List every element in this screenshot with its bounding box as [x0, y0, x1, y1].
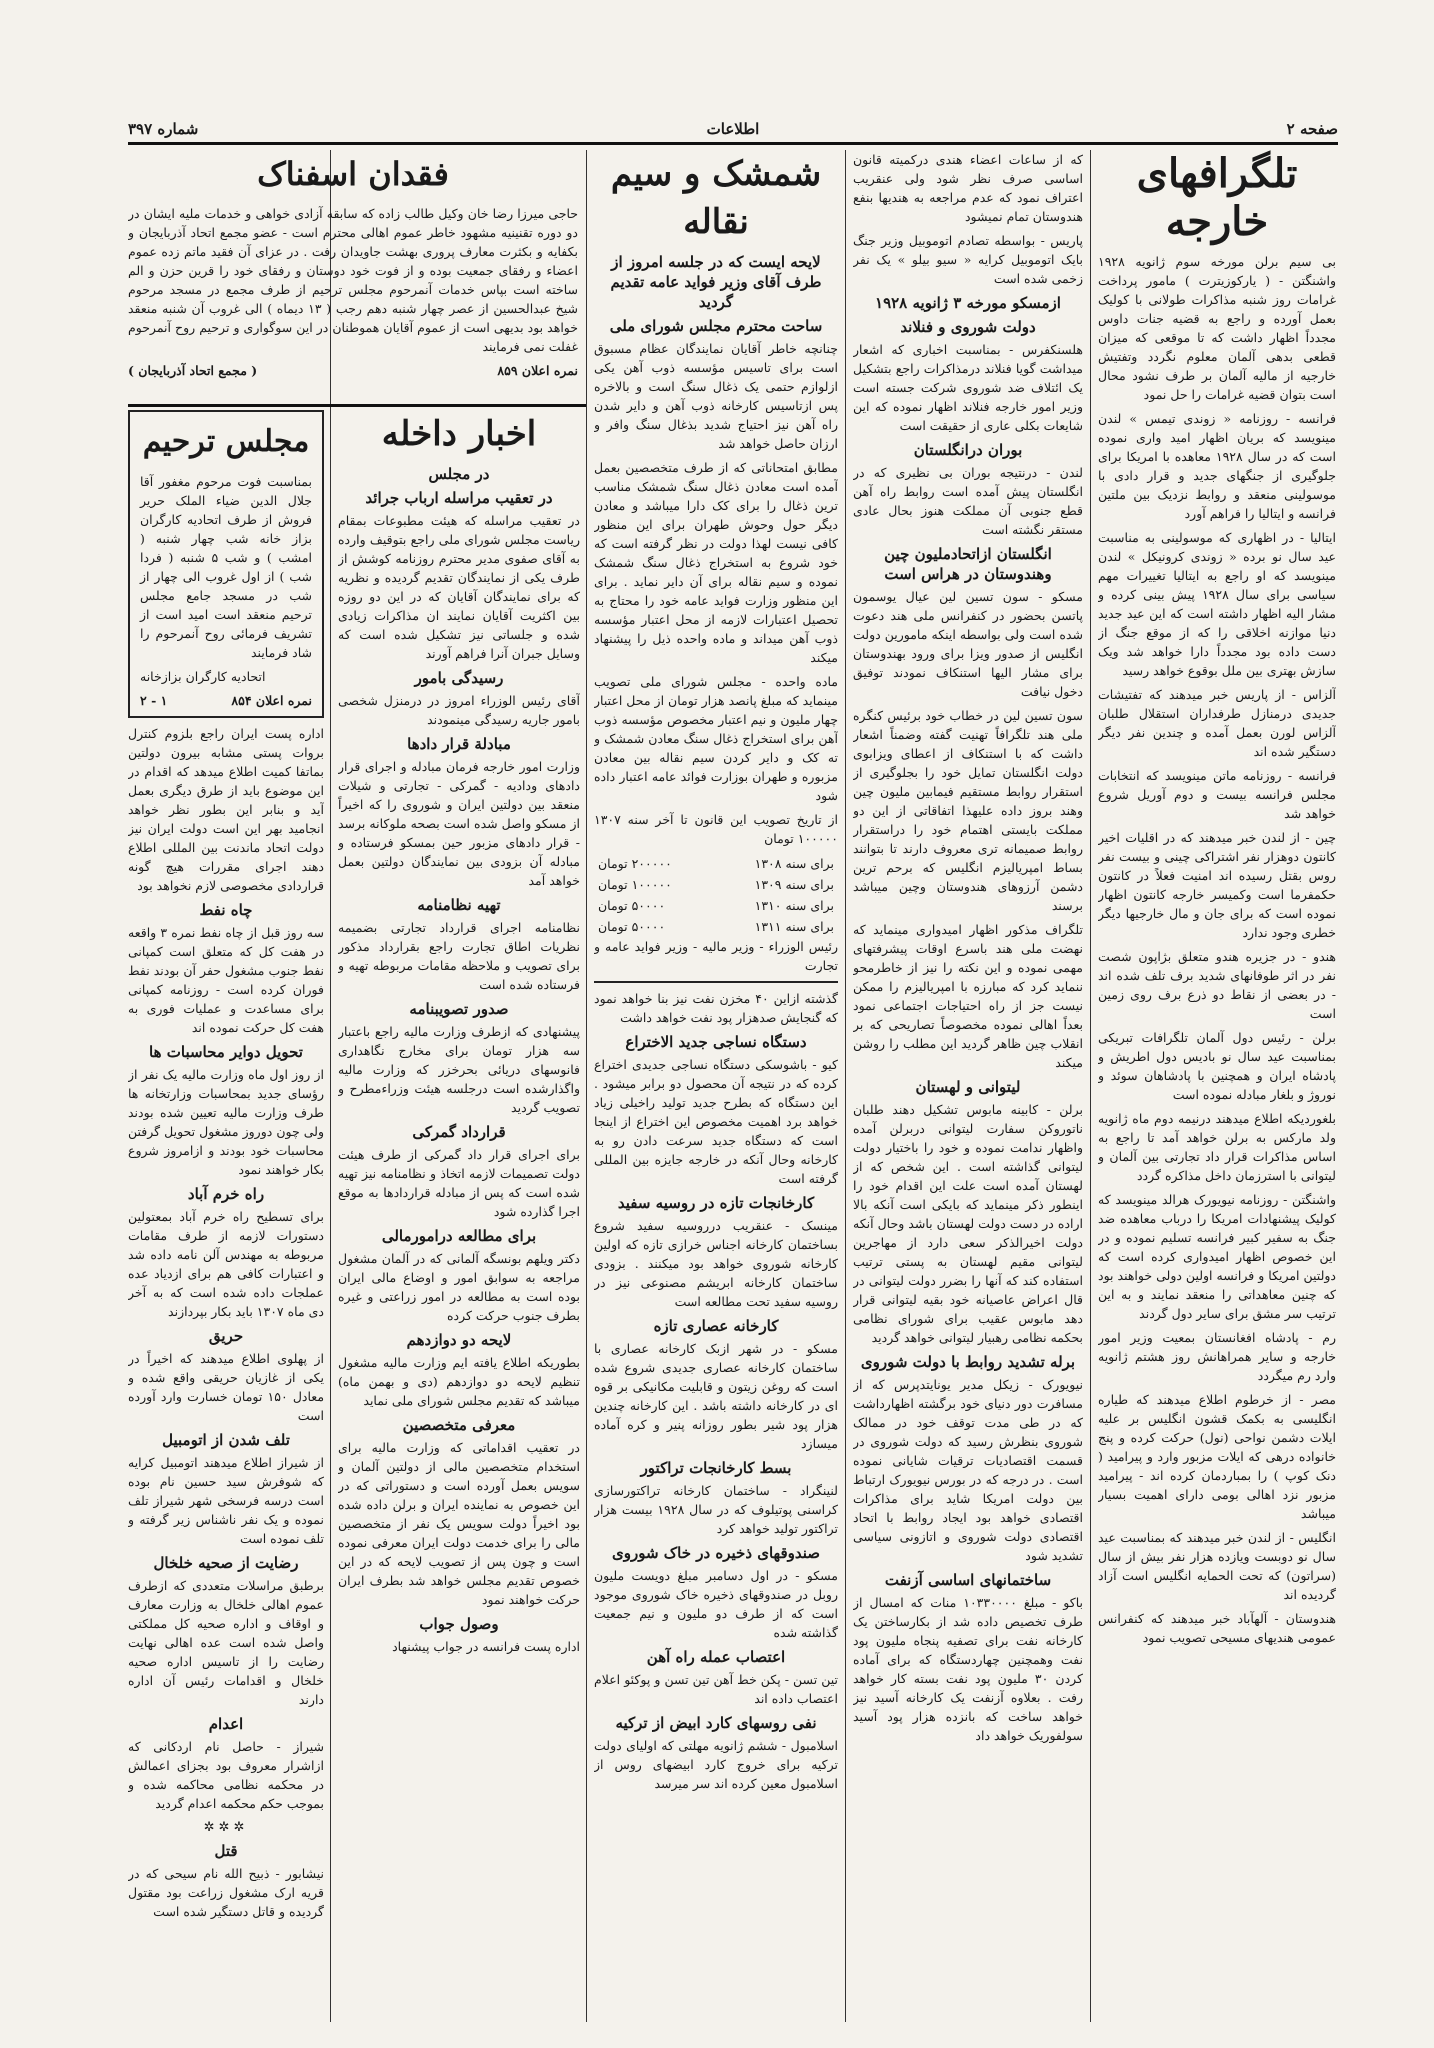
article-paragraph: از روز اول ماه وزارت مالیه یک نفر از رؤسای جدید بمحاسبات وزارتخانه ها طرف وزارت مالیه تعیین شده بودند ولی چون دوروز مشغول تحویل گرفتن محاسبات خود بودند و ازامروز شروع بکار خواهند نمود	[128, 1067, 324, 1177]
article-paragraph: بی سیم برلن مورخه سوم ژانویه ۱۹۲۸ واشنگتن - ( یارکوزیترت ) مامور پرداخت غرامات روز شنبه مذاکرات طولانی با کولیک بعمل آورده و راجع به قضیه جنات داوس مجدداً اظهار داشت که تا موقعی که میزان قطعی بدهی آلمان معلوم نگردد وتفتیش خارجیه از مالیه آلمان بر طرف نشود محال است بتوان قضیه غرامات را حل نمود	[1098, 254, 1336, 402]
article-paragraph: تلگراف مذکور اظهار امیدواری مینماید که نهضت ملی هند باسرع اوقات پیشرفتهای مهمی نموده و این نکته را نیز از خاطرمحو ننماید کرد که مبارزه با امپریالیزم را ممکن نیست جز از راه احتیاجات اجتماعی نمود بعداً اهالی نموده مخصوصاً تصاریحی که بر انقلاب چین ظاهر گردید این مطلب را روشن میکند	[853, 922, 1083, 1070]
article-paragraph: مصر - از خرطوم اطلاع میدهند که طیاره انگلیسی به بکمک قشون انگلیس بر علیه ایلات دشمن نواحی (نول) حرکت کرده و پنج خانواده درهی که ایلات مزبور وارد و پیرامید ( دنک کوپ ) را بمباردمان کرده اند - پیرامید مزبور نزد اهالی بومی دارای اهمیت بسیار میباشد	[1098, 1392, 1336, 1521]
article-heading: دولت شوروی و فنلاند	[900, 318, 1036, 336]
issue-number: شماره ۳۹۷	[128, 120, 199, 138]
signatories: رئیس الوزراء - وزیر مالیه - وزیر فواید عامه و تجارت	[594, 939, 838, 973]
article-heading: انگلستان ازاتحادملیون چین وهندوستان در هراس است	[884, 545, 1052, 583]
article-heading: اعدام	[208, 1715, 244, 1733]
budget-table	[594, 853, 838, 937]
article-paragraph: سه روز قبل از چاه نفط نمره ۳ واقعه در هفت کل که متعلق است کمپانی نفط جنوب مشغول حفر آن بودند نفط فوران کرده است - روزنامه کمپانی برای مساعدت و عملیات فوری به هفت کل حرکت نموده اند	[128, 925, 324, 1035]
memorial-title: مجلس ترحیم	[142, 424, 310, 459]
article-paragraph: پاریس - بواسطه تصادم اتوموبیل وزیر جنگ بایک اتوموبیل کرایه « سیو بیلو » یک نفر زخمی شده است	[853, 233, 1083, 286]
article-paragraph: مسکو - در اول دسامبر مبلغ دویست ملیون روبل در صندوقهای ذخیره خاک شوروی موجود است که از طرف دو ملیون و نیم جمعیت گذاشته شده	[594, 1568, 838, 1640]
budget-row	[594, 853, 838, 874]
article-paragraph: وزارت امور خارجه فرمان مبادله و اجرای قرار دادهای ودادیه - گمرکی - تجارتی و شیلات منعقد بین دولتین ایران و شوروی را که اخیراً از مسکو واصل شده است بصحه ملوکانه برسد - قرار دادهای مزبور حین بمسکو فرستاده و مبادله آن بزودی بین نمایندگان دولتین بعمل خواهد آمد	[338, 759, 580, 888]
article-heading: رضایت از صحیه خلخال	[153, 1554, 299, 1572]
notice-run: ۱ - ۲	[140, 693, 168, 708]
article-paragraph: اسلامبول - ششم ژانویه مهلتی که اولیای دولت ترکیه برای خروج کارد ابیضهای روس از اسلامبول معین کرده اند سر میرسد	[594, 1738, 838, 1791]
article-paragraph: از شیراز اطلاع میدهند اتومبیل کرایه که شوفرش سید حسین نام بوده است درسه فرسخی شهر شیراز تلف نموده و یک نفر ناشناس زیر گرفته و تلف نموده است	[128, 1455, 324, 1546]
article-heading: راه خرم آباد	[187, 1185, 265, 1203]
foreign-telegrams-column	[1098, 150, 1336, 2022]
notices-column	[128, 410, 324, 2022]
article-paragraph: آقای رئیس الوزراء امروز در درمنزل شخصی بامور جاریه رسیدگی مینمودند	[338, 693, 580, 727]
article-paragraph: چین - از لندن خبر میدهند که در اقلیات اخیر کانتون دوهزار نفر اشتراکی چینی و بیست نفر روس بقتل رسیده اند امنیت فعلاً در کانتون حکمفرما است وکمیسر خارجه کانتون اظهار نموده است که برای جان و مال خارجیها دیگر خطری وجود ندارد	[1098, 830, 1336, 940]
article-paragraph: پیشنهادی که ازطرف وزارت مالیه راجع باعتبار سه هزار تومان برای مخارج نگاهداری فانوسهای دریائی بحرخزر که وزارت مالیه واگذارشده است درجلسه هیئت وزراءمطرح و تصویب گردید	[338, 1024, 580, 1115]
article-paragraph: برای تسطیح راه خرم آباد بمعتولین دستورات لازمه از طرف مقامات مربوطه به مهندس آلن نامه داده شد و اعتبارات کافی هم برای ازدیاد عده عملجات داده شده است که به آخر دی ماه ۱۳۰۷ باید بکار بپردازند	[128, 1209, 324, 1319]
news-column-2	[853, 150, 1083, 2022]
notice-number: نمره اعلان ۸۵۴	[231, 693, 312, 708]
article-paragraph: بلغوردیکه اطلاع میدهند درنیمه دوم ماه ژانویه ولد مارکس به برلن خواهد آمد تا راجع به اساس مذاکرات قرار داد تجارتی بین آلمان و لیتوانی با استرزمان داخل مذاکره گردد	[1098, 1111, 1336, 1183]
article-paragraph: لندن - درنتیجه بوران بی نظیری که در انگلستان پیش آمده است روابط راه آهن قطع جنوبی آن مملکت هنوز بحال عادی مستقر نگشته است	[853, 465, 1083, 537]
article-heading: چاه نفط	[199, 901, 253, 919]
column-divider	[845, 150, 846, 2022]
article-paragraph: لنینگراد - ساختمان کارخانه تراکتورسازی کراسنی پوتیلوف که در سال ۱۹۲۸ بیست هزار تراکتور تولید خواهد کرد	[594, 1483, 838, 1536]
shemshak-column	[594, 150, 838, 2022]
budget-amount: ۱۰۰۰۰۰ تومان	[598, 877, 672, 892]
article-heading: کارخانجات تازه در روسیه سفید	[617, 1194, 815, 1212]
memorial-notice	[128, 410, 324, 718]
section-rule	[594, 981, 838, 983]
article-paragraph: اداره پست فرانسه در جواب پیشنهاد	[392, 1639, 580, 1654]
article-paragraph: از تاریخ تصویب این قانون تا آخر سنه ۱۳۰۷ ۱۰۰۰۰۰ تومان	[594, 812, 838, 846]
article-heading: بسط کارخانجات تراکتور	[640, 1459, 792, 1477]
article-paragraph: برلن - کابینه مابوس تشکیل دهند طلبان ناتوروکن سفارت لیتوانی دربرلن آمده واظهار ندامت نموده و خود را باختیار دولت لیتوانی گذاشته است . این شخص که از لهستان آمده است علت این اقدام خود را اینطور ذکر مینماید که بایکی است آنکه بالا اراده در دست دولت لهستان باشد وحال آنکه دولت اخیرالذکر سعی دارد از مهاجرین لیتوانی مقیم لهستان به پستی ترتیب استفاده کند که آنها را بضرر دولت لیتوانی در قال اعراض عاصیانه خود بقیه لیتوانی قرار دهد مابوس عقیب برای شورای نظامی بحکمه نظامی رهبیار لیتوانی خواهد گردید	[853, 1102, 1083, 1345]
notice-paragraph: حاجی میرزا رضا خان وکیل طالب زاده که سابقه آزادی خواهی و خدمات ملیه ایشان در دو دوره تقنینیه مشهود خاطر عموم اهالی محترم است - عضو مجمع اتحاد آذربایجان و بکفایه و بکثرت معارف پروری بهشت جاویدان رفت . در عزای آن فقید ماتم زده عموم اعضاء و رفقای جمعیت بوده و از فوت خود دوستان و رفقای خود را قرین حزن و الم ساخته است بپاس خدمات آنمرحوم مجلس ترحیم از طرف مجمع در مسجد مرحوم شیخ عبدالحسین از عصر چهار شنبه دهم رجب ( ۱۳ دیماه ) الی غروب آن شنبه منعقد خواهد بود بدیهی است از عموم آقایان هموطنان در این سوگواری و ترحیم روح آنمرحوم غفلت نمی فرمایند	[128, 206, 578, 354]
article-heading: اعتصاب عمله راه آهن	[646, 1648, 786, 1666]
article-paragraph: مسکو - در شهر ازبک کارخانه عصاری با ساختمان کارخانه عصاری جدیدی شروع شده است که روغن زیتون و قابلیت مکانیکی بر قوه ای در کارخانه داشته باشد . این کارخانه چندین هزار پود شیر بطور روزانه پنیر و کره آماده میسازد	[594, 1341, 838, 1451]
article-heading: صندوقهای ذخیره در خاک شوروی	[611, 1544, 820, 1562]
article-paragraph: هلسنکفرس - بمناسبت اخباری که اشعار میداشت گویا فنلاند درمذاکرات راجع بتشکیل یک ائتلاف ضد شوروی شرکت جسته است وزیر امور خارجه فنلاند اظهار نموده که این شایعات بکلی عاری از حقیقت است	[853, 342, 1083, 433]
article-heading: صدور تصویبنامه	[409, 1000, 509, 1018]
article-heading: مبادلة قرار دادها	[407, 735, 511, 753]
top-rule	[128, 142, 1338, 145]
article-paragraph: کیو - باشوسکی دستگاه نساجی جدیدی اختراع کرده که در نتیجه آن محصول دو برابر میشود . این دستگاه که بطرح جدید تولید راخیلی زیاد خواهد برد اهمیت مخصوص این اختراع از اینجا است که دستگاه جدید سرعت دادن رو به کارخانه وحال آنکه در خارجه جایزه بین المللی گرفته است	[594, 1057, 838, 1186]
article-paragraph: گذشته ازاین ۴۰ مخزن نفت نیز بنا خواهد نمود که گنجایش صدهزار پود نفت خواهد داشت	[594, 991, 838, 1025]
budget-year: برای سنه ۱۳۰۹	[754, 877, 834, 892]
separator-ornament: ✲✲✲	[203, 1820, 249, 1835]
column-divider	[586, 150, 587, 2022]
article-paragraph: هندو - در جزیره هندو متعلق بژاپون شصت نفر در اثر طوفانهای شدید برف تلف شده اند - در بعضی از نقاط دو ذرع برف روی زمین است	[1098, 949, 1336, 1021]
article-paragraph: آلزاس - از پاریس خبر میدهند که تفتیشات جدیدی درمنازل طرفداران استقلال طلبان آلزاس لورن بعمل آمده و چندین نفر دیگر دستگیر شده اند	[1098, 687, 1336, 759]
article-heading: برای مطالعه درامورمالی	[381, 1227, 537, 1245]
article-paragraph: نظامنامه اجرای قرارداد تجارتی بضمیمه نظریات اطاق تجارت راجع بقرارداد مذکور برای تصویب و ملاحظه مقامات مربوطه تهیه و فرستاده شده است	[338, 920, 580, 992]
article-paragraph: در تعقیب اقداماتی که وزارت مالیه برای استخدام متخصصین مالی از دولتین آلمان و سویس بعمل آورده است و دستوراتی که در این خصوص به نماینده ایران و برلن داده شده بود اخیراً دولت سویس یک نفر از متخصصین مالی را برای خدمت دولت ایران معرفی نموده است و چون پس از تصویب لایحه که در این خصوص تقدیم مجلس خواهد شد بطرف ایران حرکت خواهند نمود	[338, 1440, 580, 1607]
domestic-news-column	[338, 410, 580, 2022]
article-heading: در تعقیب مراسله ارباب جرائد	[365, 489, 553, 507]
section-rule	[128, 404, 586, 407]
article-paragraph: هندوستان - آلهآباد خبر میدهند که کنفرانس عمومی هندیهای مسیحی تصویب نمود	[1098, 1611, 1336, 1645]
article-heading: برله تشدید روابط با دولت شوروی	[860, 1353, 1076, 1371]
article-heading: قرارداد گمرکی	[412, 1123, 506, 1141]
article-heading: تلف شدن از اتومبیل	[162, 1431, 290, 1449]
article-heading: کارخانه عصاری تازه	[653, 1317, 779, 1335]
article-paragraph: نیشابور - ذبیح الله نام سیحی که در قریه ارک مشغول زراعت بود مقتول گردیده و قاتل دستگیر شده است	[128, 1866, 324, 1919]
article-heading: قتل	[214, 1842, 238, 1860]
article-paragraph: در تعقیب مراسله که هیئت مطبوعات بمقام ریاست مجلس شورای ملی راجع بتوقیف وارده به آقای صفوی مدیر محترم روزنامه کوشش از طرف یکی از نمایندگان تقدیم گردیده و نظریه که برای نمایندگان آقایان که در این دو روزه بین اکثریت آقایان نمایند ان مذاکرات زیادی شده و جلساتی نیز تشکیل شده است که وسایل جبران آنرا فراهم آورند	[338, 513, 580, 661]
budget-amount: ۲۰۰۰۰۰ تومان	[598, 856, 672, 871]
article-paragraph: رم - پادشاه افغانستان بمعیت وزیر امور خارجه و سایر همراهانش روز هشتم ژانویه وارد رم میگردد	[1098, 1330, 1336, 1383]
article-heading: ساختمانهای اساسی آزنفت	[884, 1571, 1052, 1589]
notice-signature: اتحادیه کارگران بزازخانه	[140, 669, 266, 684]
article-paragraph: تین تسن - پکن خط آهن تین تسن و پوکئو اعلام اعتصاب داده اند	[594, 1672, 838, 1706]
notice-paragraph: بمناسبت فوت مرحوم مغفور آقا جلال الدین ضیاء الملک حریر فروش از طرف اتحادیه کارگران بزاز خانه شب چهار شنبه ( امشب ) و شب ۵ شنبه ( فردا شب ) از اول غروب الی چهار از شب در مسجد جامع مجلس ترحیم منعقد است امید است از تشریف فرمائی روح آنمرحوم را شاد فرمایند	[140, 474, 312, 660]
budget-year: برای سنه ۱۳۱۰	[754, 898, 834, 913]
article-paragraph: ماده واحده - مجلس شورای ملی تصویب مینماید که مبلغ پانصد هزار تومان از محل اعتبار چهار ملیون و نیم اعتبار مخصوص مؤسسه ذوب آهن برای استخراج ذغال سنگ معادن شمشک و ته کک و دایر کردن سیم نقاله بین معادن مزبوره و طهران بوزارت فوائد عامه اعتبار داده شود	[594, 674, 838, 803]
domestic-news-subtitle: در مجلس	[428, 465, 490, 483]
article-heading: تحویل دوایر محاسبات ها	[149, 1043, 303, 1061]
article-paragraph: مینسک - عنقریب درروسیه سفید شروع بساختمان کارخانه اجناس خرازی تازه که اولین کارخانه شوروی خواهد بود میکنند . بزودی ساختمان کارخانه ابریشم مصنوعی نیز در روسیه سفید تحت مطالعه است	[594, 1218, 838, 1309]
budget-year: برای سنه ۱۳۱۱	[754, 919, 834, 934]
budget-row	[594, 874, 838, 895]
article-heading: وصول جواب	[419, 1615, 499, 1633]
article-paragraph: بطوریکه اطلاع یافته ایم وزارت مالیه مشغول تنظیم لایحه دو دوازدهم (دی و بهمن ماه) میباشد که تقدیم مجلس شورای ملی نماید	[338, 1355, 580, 1408]
article-paragraph: شیراز - حاصل نام اردکانی که ازاشرار معروف بود بجزای اعمالش در محکمه نظامی محاکمه شده و بموجب حکم محکمه اعدام گردید	[128, 1739, 324, 1811]
article-paragraph: فرانسه - روزنامه ماتن مینویسد که انتخابات مجلس فرانسه بیست و دوم آوریل شروع خواهد شد	[1098, 768, 1336, 821]
article-heading: معرفی متخصصین	[402, 1416, 516, 1434]
domestic-news-title: اخبار داخله	[381, 414, 537, 454]
budget-amount: ۵۰۰۰۰ تومان	[598, 898, 666, 913]
dateline-heading: ازمسکو مورخه ۳ ژانویه ۱۹۲۸	[875, 294, 1061, 312]
article-paragraph: سون تسین لین در خطاب خود برئیس کنگره ملی هند تلگرافاً تهنیت گفته وضمناً اشعار داشت که با استنکاف از اعطای ویزابوی دولت انگلستان تمایل خود را بجلوگیری از استقرار روابط مستقیم فیمابین ملیون چین وهند بروز داده علیهذا اتفاقاتی از این دو مملکت بایستی اهتمام خود را دراستقرار روابط صمیمانه تری معروف دارند تا بتوانند بساط امپریالیزم انگلیس که برحم ترین دشمن آرزوهای هندوستان وچین میباشد برسند	[853, 708, 1083, 913]
article-paragraph: فرانسه - روزنامه « زوندی تیمس » لندن مینویسد که بریان اظهار امید واری نموده است که در سال ۱۹۲۸ معاهده با امریکا برای جلوگیری از جنگهای جدید و قرار دادی با موسولینی منعقد و روابط نزدیک بین ملتین فرانسه و ایتالیا را فراهم آورد	[1098, 411, 1336, 521]
article-heading: بوران درانگلستان	[913, 441, 1023, 459]
masthead	[128, 116, 1338, 142]
paper-name: اطلاعات	[706, 120, 760, 138]
article-paragraph: نیویورک - زیکل مدیر یونایتدپرس که از مسافرت دور دنیای خود برگشته اظهارداشت که در طی مدت توقف خود در ممالک شوروی بنظرش رسید که دولت شوروی در قسمت اقتصادیات ترقیات شایانی نموده است . در درجه که در بورس نیویورک ارتباط بین دولت امریکا شاید برای مذاکرات اقتصادی خواهد بود ایجاد روابط با اتحاد اقتصادی دولت شوروی و اتازونی سیاسی تشدید شود	[853, 1377, 1083, 1563]
budget-amount: ۵۰۰۰۰ تومان	[598, 919, 666, 934]
article-heading: تهیه نظامنامه	[417, 896, 501, 914]
budget-row	[594, 895, 838, 916]
article-paragraph: انگلیس - از لندن خبر میدهند که بمناسبت عید سال نو دوبست ویازده هزار نفر بیش از سال (سراتون) که تحت الحمایه انگلیس است آزاد گردیده اند	[1098, 1530, 1336, 1602]
article-heading: لیتوانی و لهستان	[915, 1078, 1021, 1096]
article-paragraph: برای اجرای قرار داد گمرکی از طرف هیئت دولت تصمیمات لازمه اتخاذ و نظامنامه نیز تهیه شده است که پس از مبادله قراردادها به موقع اجرا گذارده شود	[338, 1147, 580, 1219]
article-paragraph: واشنگتن - روزنامه نیویورک هرالد مینویسد که کولیک پیشنهادات امریکا را درباب معاهده ضد جنگ به سفیر کبیر فرانسه تسلیم نموده و در این خصوص اظهار امیدواری کرده است که دولتین امریکا و فرانسه اولین دولی خواهند بود که چنین معاهداتی را منعقد نمایند و به این ترتیب سر مشق برای سایر دول گردند	[1098, 1192, 1336, 1321]
notice-signature: ( مجمع اتحاد آذربایجان )	[128, 363, 258, 378]
article-paragraph: ایتالیا - در اظهاری که موسولینی به مناسبت عید سال نو برده « زوندی کرونیکل » لندن مینویسد که او راجع به ایتالیا تغییرات مهم سیاسی برای سال ۱۹۲۸ پیش بینی کرده و مشار الیه اظهار داشته است که این عید جدید دنیا موازنه اخلاقی را که از موقع جنگ از دست داده بود مجدداً دارا خواهد شد ویک سازش بهتری بین ملل بوقوع خواهد رسید	[1098, 530, 1336, 678]
article-heading: نفی روسهای کارد ابیض از ترکیه	[615, 1714, 817, 1732]
article-heading: رسیدگی بامور	[414, 669, 504, 687]
article-heading: دستگاه نساجی جدید الاختراع	[625, 1033, 807, 1051]
article-paragraph: اداره پست ایران راجع بلزوم کنترل بروات پستی مشابه بیرون دولتین بماتفا کمیت اطلاع میدهد که اقدام در این موضوع باید از طرق دیگری بعمل آید و بنابر این بطور نظر خواهد انجامید بهر این است دولت ایران نیز دولت اتحاد ماندنت بین المللی اطلاع دهند اجرای مقررات هیچ گونه قراردادی مخصوصی لازم نخواهد بود	[128, 726, 324, 893]
article-paragraph: برلن - رئیس دول آلمان تلگرافات تبریکی بمناسبت عید سال نو بادیس دول اطریش و پادشاه ایران و همچنین با پادشاهان سوئد و نوروژ و بلغار مبادله نموده است	[1098, 1030, 1336, 1102]
condolence-notice	[128, 150, 578, 402]
foreign-telegrams-title: تلگرافهای خارجه	[1136, 150, 1298, 245]
article-paragraph: از پهلوی اطلاع میدهند که اخیراً در یکی از غازیان حریقی واقع شده و معادل ۱۵۰ تومان خسارت وارد آورده است	[128, 1351, 324, 1423]
article-paragraph: مسکو - سون تسین لین عیال یوسمون پاتسن بحضور در کنفرانس ملی هند دعوت شده است ولی بواسطه اینکه مامورین دولت انگلیس از صدور ویزا برای ورود بهندوستان برای مشار الیها استنکاف نمودند توفیق دخول نیافت	[853, 589, 1083, 699]
shemshak-lede: لایحه ایست که در جلسه امروز از طرف آقای وزیر فواید عامه تقدیم گردید	[610, 253, 822, 311]
article-paragraph: برطبق مراسلات متعددی که ازطرف عموم اهالی خلخال به وزارت معارف و اوقاف و اداره صحیه کل مملکتی واصل شده است عده اهالی نهایت رضایت را از تاسیس اداره صحیه خلخال و اقدامات رئیس آن اداره دارند	[128, 1578, 324, 1707]
column-divider	[1090, 150, 1091, 2022]
article-paragraph: مطابق امتحاناتی که از طرف متخصصین بعمل آمده است معادن ذغال سنگ شمشک مناسب ترین ذغال را برای کک دارا میباشد و معادن دیگر حول وحوش طهران برای این منظور کافی نیست لهذا دولت در نظر گرفته است که خود شروع به استخراج ذغال سنگ شمشک نموده و سیم نقاله برای آن دایر نماید . برای این منظور وزارت فواید عامه خود را محتاج به تحصیل اعتبارات لازمه از محل اعتبار مؤسسه ذوب آهن میداند و ماده واحده ذیل را پیشنهاد میکند	[594, 460, 838, 665]
shemshak-address: ساحت محترم مجلس شورای ملی	[609, 317, 823, 335]
article-heading: حریق	[208, 1327, 244, 1345]
shemshak-title: شمشک و سیم نقاله	[610, 154, 822, 242]
budget-year: برای سنه ۱۳۰۸	[754, 856, 834, 871]
article-paragraph: دکتر ویلهم بونسگه آلمانی که در آلمان مشغول مراجعه به سوابق امور و اوضاع مالی ایران بوده است به مطالعه در امور زراعتی و غیره بطرف جنوب حرکت کرده	[338, 1251, 580, 1323]
notice-number: نمره اعلان ۸۵۹	[497, 363, 578, 378]
article-paragraph: چنانچه خاطر آقایان نمایندگان عظام مسبوق است برای تاسیس مؤسسه ذوب آهن یکی ازلوازم حتمی یک ذغال سنگ است و بالاخره پس ازتاسیس کارخانه ذوب آهن و دایر شدن راه آهن نیز احتیاج شدید بذغال سنگ وافر و ارزان حاصل خواهد شد	[594, 341, 838, 451]
condolence-title: فقدان اسفناک	[257, 155, 449, 193]
article-heading: لایحه دو دوازدهم	[406, 1331, 512, 1349]
article-paragraph: که از ساعات اعضاء هندی درکمیته قانون اساسی صرف نظر شود ولی عنقریب اعتراف نمود که عدم مراجعه به هندیها بنفع هندوستان تمام نمیشود	[853, 152, 1083, 224]
page-number: صفحه ۲	[1286, 120, 1338, 138]
budget-row	[594, 916, 838, 937]
column-divider	[330, 150, 331, 2022]
article-paragraph: باکو - مبلغ ۱۰۳۳۰۰۰۰ منات که امسال از طرف تخصیص داده شد از بکارساختن یک کارخانه نفت برای تصفیه پنجاه ملیون پود نفت وهمچنین چهاردستگاه که برای آماده کردن ۳۰ ملیون پود نفت بسته کار خواهد رفت . بعلاوه آزنفت یک کارخانه آسید نیز خواهد ساخت که بانزده هزار پود آسید سولفوریک خواهد داد	[853, 1595, 1083, 1743]
